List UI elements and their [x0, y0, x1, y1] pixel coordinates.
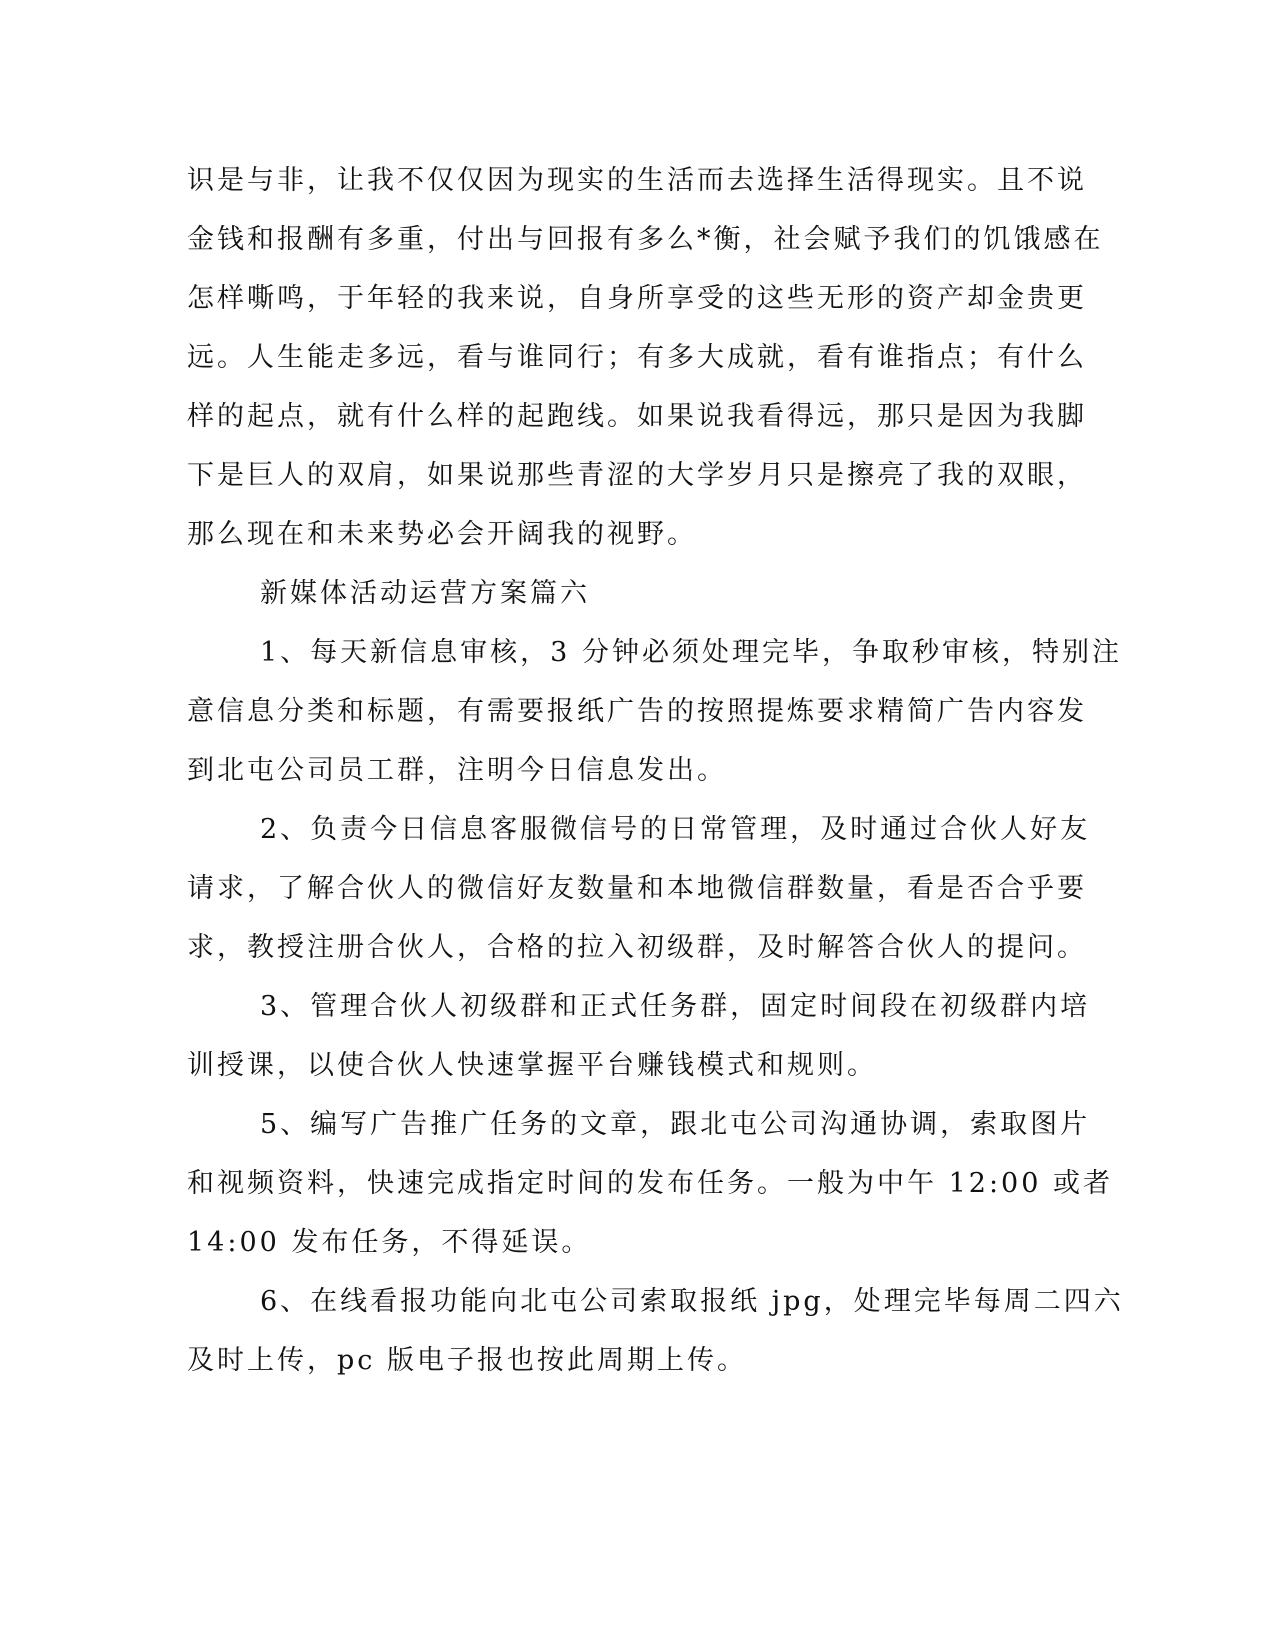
- list-item-line: 请求，了解合伙人的微信好友数量和本地微信群数量，看是否合乎要: [187, 873, 1087, 904]
- body-text-line: 识是与非，让我不仅仅因为现实的生活而去选择生活得现实。且不说: [187, 165, 1087, 196]
- body-text-line: 远。人生能走多远，看与谁同行；有多大成就，看有谁指点；有什么: [187, 342, 1087, 373]
- body-text-line: 下是巨人的双肩，如果说那些青涩的大学岁月只是擦亮了我的双眼，: [187, 460, 1087, 491]
- body-text-line: 金钱和报酬有多重，付出与回报有多么*衡，社会赋予我们的饥饿感在: [187, 224, 1104, 255]
- list-item-line: 意信息分类和标题，有需要报纸广告的按照提炼要求精简广告内容发: [187, 696, 1087, 727]
- list-item-line: 和视频资料，快速完成指定时间的发布任务。一般为中午 12:00 或者: [187, 1168, 1113, 1199]
- list-item-line: 训授课，以使合伙人快速掌握平台赚钱模式和规则。: [187, 1050, 877, 1081]
- body-text-line: 怎样嘶鸣，于年轻的我来说，自身所享受的这些无形的资产却金贵更: [187, 283, 1087, 314]
- list-item-line: 2、负责今日信息客服微信号的日常管理，及时通过合伙人好友: [260, 814, 1091, 845]
- list-item-line: 14:00 发布任务，不得延误。: [187, 1227, 592, 1258]
- body-text-line: 样的起点，就有什么样的起跑线。如果说我看得远，那只是因为我脚: [187, 401, 1087, 432]
- section-heading: 新媒体活动运营方案篇六: [260, 578, 590, 609]
- list-item-line: 及时上传，pc 版电子报也按此周期上传。: [187, 1345, 747, 1376]
- list-item-line: 1、每天新信息审核，3 分钟必须处理完毕，争取秒审核，特别注: [260, 637, 1122, 668]
- list-item-line: 5、编写广告推广任务的文章，跟北屯公司沟通协调，索取图片: [260, 1109, 1091, 1140]
- list-item-line: 到北屯公司员工群，注明今日信息发出。: [187, 755, 727, 786]
- list-item-line: 6、在线看报功能向北屯公司索取报纸 jpg，处理完毕每周二四六: [260, 1286, 1124, 1317]
- list-item-line: 3、管理合伙人初级群和正式任务群，固定时间段在初级群内培: [260, 991, 1091, 1022]
- body-text-line: 那么现在和未来势必会开阔我的视野。: [187, 519, 697, 550]
- list-item-line: 求，教授注册合伙人，合格的拉入初级群，及时解答合伙人的提问。: [187, 932, 1087, 963]
